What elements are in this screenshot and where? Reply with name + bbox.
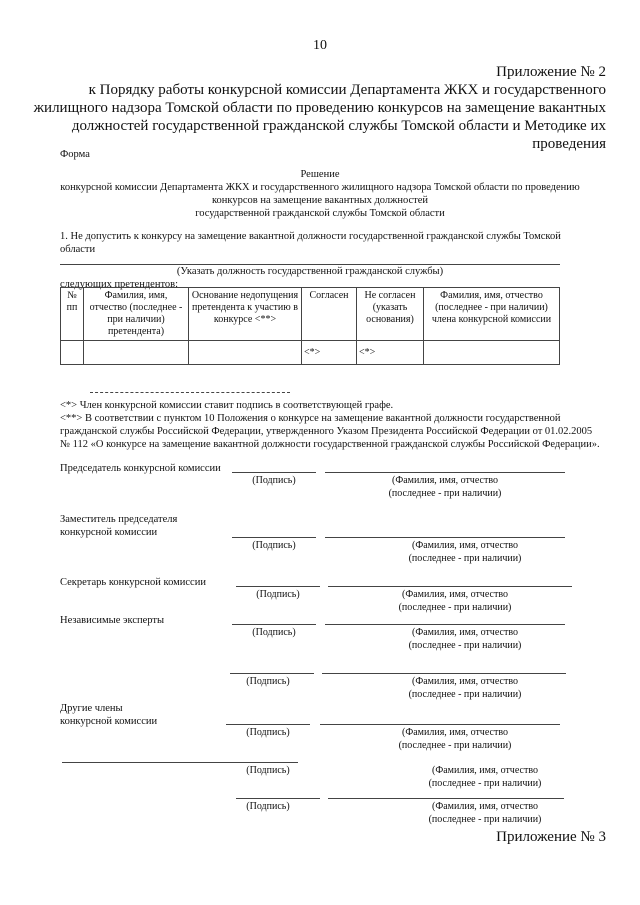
sign-caption: (Подпись) <box>246 765 290 776</box>
col-candidate-header: Фамилия, имя, отчество (последнее - при наличии) претендента) <box>84 288 189 341</box>
footnote-2-cont: гражданской службы Российской Федерации, утвержденного Указом Президента Российской Федерации от 01.02.2005 <box>60 426 593 437</box>
others-label: Другие члены <box>60 703 123 714</box>
col-member-header: Фамилия, имя, отчество (последнее - при наличии) члена конкурсной комиссии <box>424 288 560 341</box>
sign-caption: (Подпись) <box>252 475 296 486</box>
footnote-separator <box>90 392 290 393</box>
sign-caption: (Подпись) <box>256 589 300 600</box>
name-caption-2: (последнее - при наличии) <box>388 488 502 499</box>
decision-title: Решение <box>300 169 340 180</box>
footnote-1: <*> Член конкурсной комиссии ставит подпись в соответствующей графе. <box>60 400 394 411</box>
name-caption-2: (последнее - при наличии) <box>398 740 512 751</box>
signature-line <box>232 537 316 538</box>
table-header-row <box>61 288 560 341</box>
chairman-label: Председатель конкурсной комиссии <box>60 463 221 474</box>
point1-text: 1. Не допустить к конкурсу на замещение вакантной должности государственной гражданской службы Томской <box>60 231 561 242</box>
footnote-2-cont: № 112 «О конкурсе на замещение вакантной должности государственной гражданской службы Российской Федерации». <box>60 439 600 450</box>
decision-line: конкурсной комиссии Департамента ЖКХ и государственного жилищного надзора Томской области по проведению <box>60 182 580 193</box>
form-label: Форма <box>60 149 90 160</box>
position-hint: (Указать должность государственной гражданской службы) <box>176 266 444 277</box>
table-cell: <*> <box>357 341 424 365</box>
name-caption: (Фамилия, имя, отчество <box>412 676 518 687</box>
sign-caption: (Подпись) <box>252 540 296 551</box>
appendix-title: Приложение № 2 <box>496 64 606 80</box>
secretary-label: Секретарь конкурсной комиссии <box>60 577 206 588</box>
signature-line <box>226 724 310 725</box>
name-caption: (Фамилия, имя, отчество <box>432 765 538 776</box>
col-agree-header: Согласен <box>302 288 357 341</box>
decision-line: конкурсов на замещение вакантных должностей <box>211 195 429 206</box>
experts-label: Независимые эксперты <box>60 615 165 626</box>
signature-line <box>62 762 298 763</box>
name-caption-2: (последнее - при наличии) <box>408 553 522 564</box>
table-cell <box>84 341 189 365</box>
name-line <box>325 537 565 538</box>
page-number: 10 <box>313 38 327 53</box>
name-caption: (Фамилия, имя, отчество <box>402 727 508 738</box>
sign-caption: (Подпись) <box>246 676 290 687</box>
sign-caption: (Подпись) <box>246 727 290 738</box>
name-line <box>325 624 565 625</box>
footnote-2: <**> В соответствии с пунктом 10 Положения о конкурсе на замещение вакантной должности государственной <box>60 413 561 424</box>
others-label-cont: конкурсной комиссии <box>60 716 158 727</box>
name-caption-2: (последнее - при наличии) <box>428 778 542 789</box>
name-line <box>322 673 566 674</box>
table-cell: <*> <box>302 341 357 365</box>
table-cell <box>424 341 560 365</box>
point1-text-cont: области <box>60 244 96 255</box>
name-line <box>328 586 572 587</box>
signature-line <box>230 673 314 674</box>
appendix-line: жилищного надзора Томской области по проведению конкурсов на замещение вакантных <box>33 100 606 116</box>
appendix-line: к Порядку работы конкурсной комиссии Департамента ЖКХ и государственного <box>88 82 606 98</box>
signature-line <box>232 624 316 625</box>
sign-caption: (Подпись) <box>246 801 290 812</box>
decision-line: государственной гражданской службы Томской области <box>195 208 445 219</box>
signature-line <box>232 472 316 473</box>
name-caption: (Фамилия, имя, отчество <box>412 627 518 638</box>
following-label: следующих претендентов: <box>60 279 179 290</box>
table-row <box>61 341 560 365</box>
name-caption: (Фамилия, имя, отчество <box>432 801 538 812</box>
name-caption-2: (последнее - при наличии) <box>408 640 522 651</box>
name-caption-2: (последнее - при наличии) <box>408 689 522 700</box>
col-disagree-header: Не согласен (указать основания) <box>357 288 424 341</box>
col-number-header: № пп <box>61 288 84 341</box>
candidates-table <box>60 287 560 365</box>
signature-line <box>236 798 320 799</box>
name-line <box>320 724 560 725</box>
appendix-line: проведения <box>532 136 606 152</box>
deputy-label-cont: конкурсной комиссии <box>60 527 158 538</box>
name-caption: (Фамилия, имя, отчество <box>392 475 498 486</box>
name-caption-2: (последнее - при наличии) <box>398 602 512 613</box>
name-caption: (Фамилия, имя, отчество <box>402 589 508 600</box>
name-caption: (Фамилия, имя, отчество <box>412 540 518 551</box>
next-appendix-title: Приложение № 3 <box>496 829 606 845</box>
appendix-line: должностей государственной гражданской службы Томской области и Методике их <box>71 118 606 134</box>
table-cell <box>61 341 84 365</box>
signature-line <box>236 586 320 587</box>
name-line <box>328 798 564 799</box>
deputy-label: Заместитель председателя <box>60 514 178 525</box>
sign-caption: (Подпись) <box>252 627 296 638</box>
name-caption-2: (последнее - при наличии) <box>428 814 542 825</box>
table-cell <box>189 341 302 365</box>
col-reason-header: Основание недопущения претендента к участию в конкурсе <**> <box>189 288 302 341</box>
name-line <box>325 472 565 473</box>
